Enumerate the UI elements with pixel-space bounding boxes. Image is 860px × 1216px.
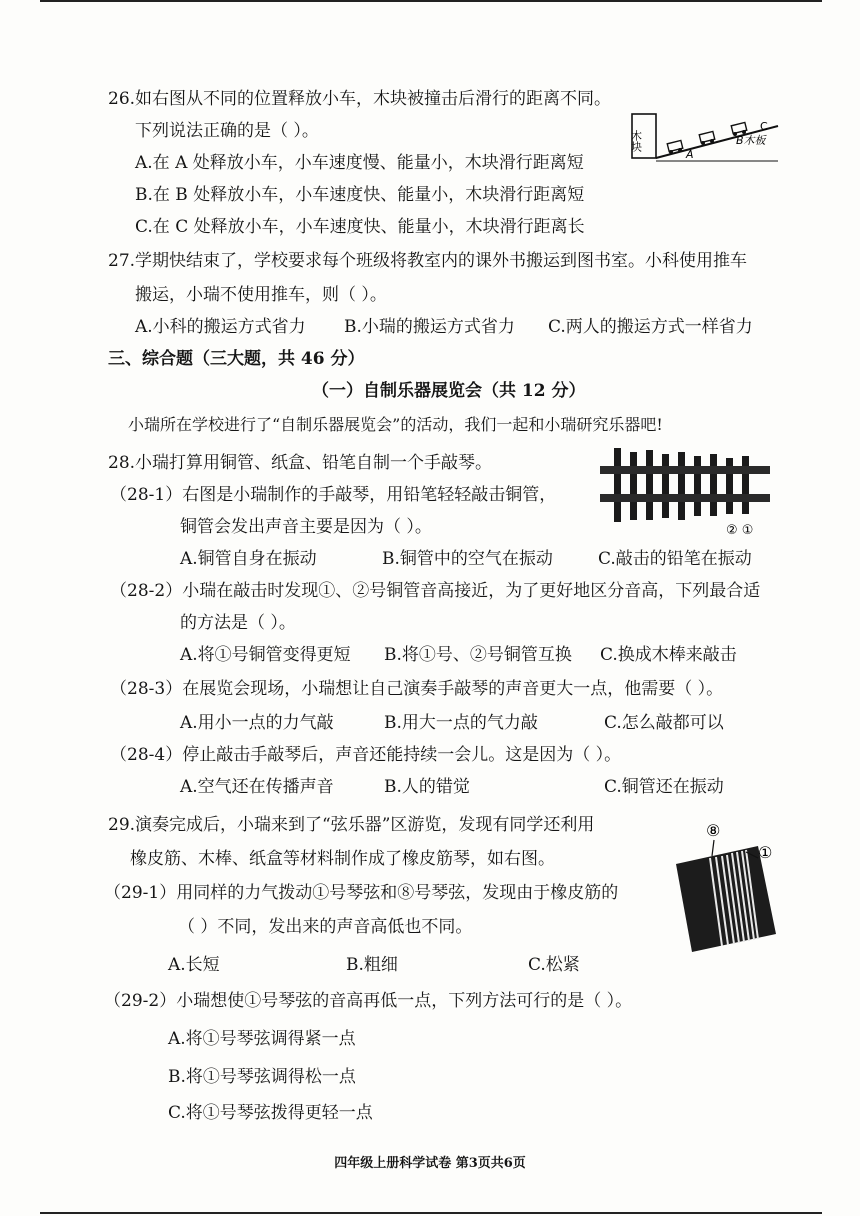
q29-2-option-a[interactable]: A.将①号琴弦调得紧一点	[168, 1029, 356, 1049]
q28-1-stem: （28-1）右图是小瑞制作的手敲琴，用铅笔轻轻敲击铜管，	[110, 485, 557, 505]
q28-3-option-c[interactable]: C.怎么敲都可以	[604, 713, 724, 733]
q28-4-option-c[interactable]: C.铜管还在振动	[604, 777, 724, 797]
q28-2-stem-2: 的方法是（ ）。	[180, 613, 296, 633]
q28-4-stem: （28-4）停止敲击手敲琴后，声音还能持续一会儿。这是因为（ ）。	[110, 745, 622, 765]
block-label: 木块	[629, 130, 643, 152]
top-rule	[40, 0, 822, 2]
q29-2-option-c[interactable]: C.将①号琴弦拨得更轻一点	[168, 1103, 373, 1123]
page-footer: 四年级上册科学试卷 第3页共6页	[334, 1156, 526, 1171]
q28-2-option-b[interactable]: B.将①号、②号铜管互换	[384, 645, 572, 665]
q28-2-option-a[interactable]: A.将①号铜管变得更短	[180, 645, 351, 665]
q27-stem-2: 搬运，小瑞不使用推车，则（ ）。	[135, 285, 387, 305]
section3-title: 三、综合题（三大题，共 46 分）	[108, 349, 365, 369]
pipe-number-labels: ② ①	[726, 523, 754, 538]
q27-option-b[interactable]: B.小瑞的搬运方式省力	[344, 317, 515, 337]
ramp-label-a: A	[686, 148, 694, 161]
q29-1-stem: （29-1）用同样的力气拨动①号琴弦和⑧号琴弦，发现由于橡皮筋的	[104, 883, 619, 903]
bottom-rule	[40, 1212, 822, 1214]
q29-stem-2: 橡皮筋、木棒、纸盒等材料制作成了橡皮筋琴，如右图。	[130, 849, 555, 869]
q28-2-option-c[interactable]: C.换成木棒来敲击	[600, 645, 737, 665]
ramp-figure	[628, 100, 788, 164]
board-label: B木板	[736, 134, 766, 147]
part1-title: （一）自制乐器展览会（共 12 分）	[312, 381, 586, 401]
q28-4-option-a[interactable]: A.空气还在传播声音	[180, 777, 334, 797]
q28-4-option-b[interactable]: B.人的错觉	[384, 777, 470, 797]
q26-option-c[interactable]: C.在 C 处释放小车，小车速度快、能量小，木块滑行距离长	[135, 217, 585, 237]
q28-stem: 28.小瑞打算用铜管、纸盒、铅笔自制一个手敲琴。	[108, 453, 493, 473]
q29-2-option-b[interactable]: B.将①号琴弦调得松一点	[168, 1067, 356, 1087]
part1-intro: 小瑞所在学校进行了“自制乐器展览会”的活动，我们一起和小瑞研究乐器吧!	[128, 415, 663, 434]
ramp-label-c: C	[760, 120, 768, 133]
q27-option-a[interactable]: A.小科的搬运方式省力	[135, 317, 306, 337]
q29-1-stem-2: （ ）不同，发出来的声音高低也不同。	[178, 917, 473, 937]
q26-option-b[interactable]: B.在 B 处释放小车，小车速度快、能量小，木块滑行距离短	[135, 185, 585, 205]
q29-1-option-c[interactable]: C.松紧	[528, 955, 580, 975]
q29-1-option-b[interactable]: B.粗细	[346, 955, 398, 975]
q28-3-stem: （28-3）在展览会现场，小瑞想让自己演奏手敲琴的声音更大一点，他需要（ ）。	[110, 679, 724, 699]
q28-1-stem-2: 铜管会发出声音主要是因为（ ）。	[180, 517, 432, 537]
q28-1-option-b[interactable]: B.铜管中的空气在振动	[382, 549, 553, 569]
q29-stem: 29.演奏完成后，小瑞来到了“弦乐器”区游览，发现有同学还利用	[108, 815, 595, 835]
q29-1-option-a[interactable]: A.长短	[168, 955, 220, 975]
q26-stem-2: 下列说法正确的是（ ）。	[135, 121, 319, 141]
q26-option-a[interactable]: A.在 A 处释放小车，小车速度慢、能量小，木块滑行距离短	[135, 153, 584, 173]
rubber-band-instrument-figure	[664, 816, 794, 958]
q28-1-option-c[interactable]: C.敲击的铅笔在振动	[598, 549, 752, 569]
q28-2-stem: （28-2）小瑞在敲击时发现①、②号铜管音高接近，为了更好地区分音高，下列最合适	[110, 581, 761, 601]
string-label-8: ⑧	[706, 821, 721, 840]
string-label-1: ①	[758, 843, 773, 862]
q28-1-option-a[interactable]: A.铜管自身在振动	[180, 549, 317, 569]
q27-option-c[interactable]: C.两人的搬运方式一样省力	[548, 317, 753, 337]
q29-2-stem: （29-2）小瑞想使①号琴弦的音高再低一点，下列方法可行的是（ ）。	[104, 991, 633, 1011]
q26-stem: 26.如右图从不同的位置释放小车，木块被撞击后滑行的距离不同。	[108, 89, 612, 109]
q27-stem: 27.学期快结束了，学校要求每个班级将教室内的课外书搬运到图书室。小科使用推车	[108, 251, 748, 271]
hand-glockenspiel-figure	[600, 446, 780, 538]
q28-3-option-a[interactable]: A.用小一点的力气敲	[180, 713, 334, 733]
q28-3-option-b[interactable]: B.用大一点的气力敲	[384, 713, 538, 733]
